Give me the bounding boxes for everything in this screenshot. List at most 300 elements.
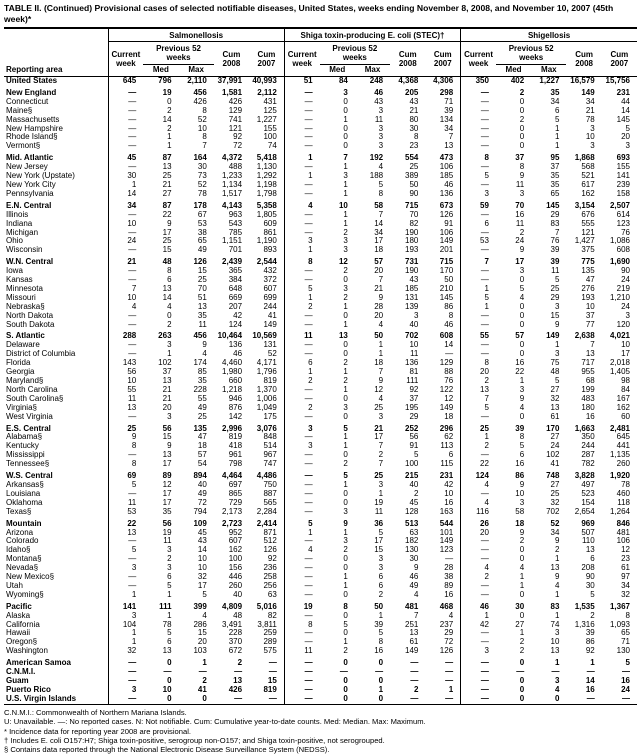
value-cell: 14 (197, 545, 207, 555)
value-cell: 34 (585, 96, 595, 106)
value-cell: 2 (284, 377, 319, 386)
value-cell: 747 (263, 459, 277, 469)
value-cell: 5 (167, 628, 172, 638)
value-cell: 10 (444, 488, 454, 498)
value-cell: 101 (439, 527, 454, 537)
table-row (4, 677, 637, 686)
value-cell: — (516, 667, 525, 677)
value-cell: 1,086 (609, 236, 630, 246)
table-row (4, 600, 637, 612)
value-cell: 11 (284, 329, 319, 341)
value-cell: 32 (197, 572, 207, 582)
value-cell: 3 (519, 497, 525, 507)
value-cell: 53 (197, 218, 207, 228)
value-cell: 1 (555, 658, 560, 668)
value-cell: 30 (585, 580, 595, 590)
value-cell: 1,198 (256, 179, 277, 189)
value-cell: — (108, 656, 143, 668)
value-cell: 50 (374, 601, 384, 611)
value-cell: 4 (167, 301, 172, 311)
reporting-area-cell: Minnesota (6, 283, 43, 293)
table-row (4, 621, 637, 630)
value-cell: 0 (167, 658, 172, 668)
value-cell: 156 (228, 563, 243, 573)
value-cell: 0 (519, 545, 525, 555)
value-cell: 3 (625, 141, 630, 151)
value-cell: 1 (343, 479, 348, 489)
value-cell: 182 (405, 536, 419, 546)
value-cell: 3 (461, 190, 496, 199)
value-cell: 0 (343, 411, 348, 421)
value-cell: 2 (461, 442, 496, 451)
table-row (4, 451, 637, 460)
value-cell: 14 (162, 114, 172, 124)
value-cell: 11 (198, 319, 207, 329)
value-cell: 4 (413, 589, 419, 599)
value-cell: — (461, 229, 496, 238)
value-cell: — (284, 116, 319, 125)
value-cell: 4 (108, 303, 143, 312)
value-cell: 3 (343, 245, 348, 255)
value-cell: 70 (197, 283, 207, 293)
reporting-area-cell: New Hampshire (6, 123, 63, 133)
value-cell: — (284, 564, 319, 573)
value-cell: 73 (197, 171, 207, 181)
value-cell: 946 (228, 393, 243, 403)
value-cell: 3 (284, 442, 319, 451)
table-row (4, 422, 637, 434)
value-cell: 21 (374, 283, 384, 293)
reporting-area-cell: American Samoa (6, 658, 71, 668)
value-cell: — (284, 211, 319, 220)
value-cell: 42 (444, 479, 454, 489)
value-cell: 91 (409, 441, 419, 451)
value-cell: 19 (374, 497, 384, 507)
value-cell: — (284, 125, 319, 134)
table-row (4, 220, 637, 229)
value-cell: 3 (378, 554, 384, 564)
value-cell: 86 (444, 301, 454, 311)
value-cell: — (445, 693, 454, 703)
value-cell: 1 (284, 172, 319, 181)
value-cell: 0 (343, 123, 348, 133)
reporting-area-cell: Virginia§ (6, 402, 37, 412)
reporting-area-cell: New York (Upstate) (6, 171, 75, 181)
value-cell: 365 (228, 266, 243, 276)
value-cell: 893 (263, 245, 277, 255)
value-cell: 5,418 (256, 153, 277, 163)
value-cell: 8 (202, 132, 207, 142)
value-cell: 5 (413, 450, 419, 460)
value-cell: 57 (374, 257, 384, 267)
value-cell: 89 (162, 471, 172, 481)
value-cell: 46 (444, 179, 454, 189)
value-cell: 5 (343, 471, 348, 481)
value-cell: 6 (519, 450, 525, 460)
value-cell: 432 (263, 266, 277, 276)
table-row (4, 285, 637, 294)
value-cell: 6 (378, 572, 384, 582)
value-cell: 4 (284, 199, 319, 211)
value-cell: 2 (519, 87, 525, 97)
value-cell: 5 (555, 376, 560, 385)
value-cell: 456 (193, 87, 207, 97)
value-cell: 13 (197, 301, 207, 311)
value-cell: 106 (616, 536, 630, 546)
value-cell: 1,980 (222, 367, 243, 377)
value-cell: 51 (197, 292, 207, 302)
value-cell: 25 (374, 402, 384, 412)
table-row (4, 125, 637, 134)
value-cell: 68 (585, 376, 595, 385)
value-cell: 10 (585, 132, 595, 142)
value-cell: 7 (413, 610, 419, 620)
value-cell: 14 (374, 218, 384, 228)
value-cell: 7 (448, 132, 454, 142)
value-cell: 2 (343, 358, 348, 368)
value-cell: 25 (197, 275, 207, 285)
value-cell: 244 (581, 441, 595, 451)
reporting-area-cell: Mississippi (6, 450, 45, 460)
value-cell: 35 (197, 376, 207, 385)
value-cell: 75 (550, 358, 560, 368)
value-cell: 669 (228, 292, 243, 302)
value-cell: 3 (555, 349, 560, 359)
value-cell: 83 (550, 601, 560, 611)
value-cell: 29 (550, 292, 560, 302)
value-cell: 3,491 (222, 619, 243, 629)
value-cell: 185 (439, 171, 454, 181)
value-cell: 8 (461, 359, 496, 368)
value-cell: 2,638 (574, 331, 595, 341)
value-cell: 17 (162, 227, 172, 237)
value-cell: 894 (193, 471, 207, 481)
value-cell: 741 (228, 114, 243, 124)
value-cell: 5 (519, 441, 525, 451)
value-cell: 702 (405, 331, 419, 341)
reporting-area-cell: California (6, 619, 40, 629)
value-cell: 1,190 (256, 236, 277, 246)
value-cell: 796 (158, 76, 172, 85)
value-cell: 10 (197, 554, 207, 564)
table-row (4, 255, 637, 267)
value-cell: 8 (378, 637, 384, 647)
value-cell: 13 (233, 676, 243, 685)
value-cell: 963 (228, 209, 243, 219)
value-cell: 92 (233, 132, 243, 142)
value-cell: 130 (616, 646, 630, 656)
value-cell: 84 (621, 384, 630, 394)
value-cell: 210 (439, 283, 454, 293)
table-row (4, 668, 637, 677)
value-cell: 139 (405, 301, 419, 311)
value-cell: 1 (555, 610, 560, 620)
reporting-area-cell: Vermont§ (6, 141, 41, 151)
value-cell: 126 (439, 646, 454, 656)
value-cell: — (461, 98, 496, 107)
value-cell: 2 (378, 450, 384, 460)
value-cell: 1 (448, 684, 454, 694)
value-cell: 2 (461, 377, 496, 386)
value-cell: — (284, 98, 319, 107)
table-row (4, 656, 637, 668)
footnote-line: U: Unavailable. —: No reported cases. N: Not notifiable. Cum: Cumulative year-to-date counts. Med: Median. Max: Maximum. (4, 717, 426, 727)
value-cell: — (622, 693, 630, 703)
value-cell: 55 (108, 386, 143, 395)
value-cell: 798 (228, 459, 243, 469)
value-cell: 1 (555, 554, 560, 564)
reporting-area-cell: Connecticut (6, 96, 49, 106)
value-cell: 5 (108, 546, 143, 555)
value-cell: 10 (338, 200, 348, 210)
value-cell: — (284, 638, 319, 647)
value-cell: 32 (108, 647, 143, 656)
value-cell: 61 (550, 411, 560, 421)
value-cell: 8 (461, 151, 496, 163)
value-cell: 2,110 (187, 76, 207, 85)
value-cell: 955 (581, 367, 595, 377)
value-cell: 1 (378, 684, 384, 694)
value-cell: 25 (409, 162, 419, 172)
value-cell: 699 (263, 292, 277, 302)
value-cell: 2 (343, 646, 348, 656)
value-cell: 10 (197, 563, 207, 573)
table-row (4, 612, 637, 621)
reporting-area-cell: Kansas (6, 275, 33, 285)
value-cell: 1 (555, 123, 560, 133)
value-cell: 8 (519, 432, 525, 442)
value-cell: 74 (267, 141, 277, 151)
value-cell: 22 (515, 367, 525, 377)
reporting-area-cell: Kentucky (6, 441, 39, 451)
value-cell: 49 (409, 580, 419, 590)
value-cell: 17 (374, 236, 384, 246)
value-cell: 42 (233, 310, 243, 320)
value-cell: 27 (550, 479, 560, 489)
reporting-area-cell: Colorado (6, 536, 39, 546)
value-cell: 5 (378, 628, 384, 638)
value-cell: 7 (378, 275, 384, 285)
value-cell: 61 (621, 563, 630, 573)
table-row (4, 582, 637, 591)
reporting-area-cell: South Dakota (6, 319, 55, 329)
value-cell: 1 (378, 349, 384, 359)
value-cell: 967 (263, 450, 277, 460)
value-cell: 7 (202, 141, 207, 151)
value-cell: 483 (581, 393, 595, 403)
value-cell: 39 (550, 245, 560, 255)
value-cell: 89 (444, 580, 454, 590)
group-header-stec: Shiga toxin-producing E. coli (STEC)† (284, 28, 460, 42)
value-cell: 11 (410, 349, 419, 359)
value-cell: 702 (546, 506, 560, 516)
value-cell: 90 (621, 266, 630, 276)
value-cell: 0 (519, 684, 525, 694)
value-cell: 460 (616, 488, 630, 498)
value-cell: 607 (228, 536, 243, 546)
value-cell: 507 (581, 527, 595, 537)
reporting-area-cell: Nebraska§ (6, 301, 45, 311)
value-cell: 9 (519, 479, 525, 489)
value-cell: 0 (519, 141, 525, 151)
value-cell: 162 (581, 188, 595, 198)
value-cell: 56 (162, 518, 172, 528)
value-cell: 56 (162, 423, 172, 433)
value-cell: 5 (461, 172, 496, 181)
value-cell: 3,154 (574, 200, 595, 210)
value-cell: 1,427 (574, 236, 595, 246)
value-cell: 2,481 (609, 423, 630, 433)
table-row (4, 276, 637, 285)
value-cell: — (461, 582, 496, 591)
value-cell: 145 (546, 200, 560, 210)
value-cell: 2,018 (609, 358, 630, 368)
value-cell: 20 (162, 402, 172, 412)
value-cell: 40,993 (252, 76, 277, 85)
value-cell: — (461, 591, 496, 600)
value-cell: 17 (374, 536, 384, 546)
value-cell: 1,405 (609, 367, 630, 377)
value-cell: 193 (405, 245, 419, 255)
value-cell: — (284, 629, 319, 638)
value-cell: — (284, 573, 319, 582)
value-cell: 13 (550, 402, 560, 412)
value-cell: 2 (519, 114, 525, 124)
reporting-area-cell: Georgia (6, 367, 35, 377)
value-cell: — (461, 629, 496, 638)
value-cell: 111 (406, 376, 419, 385)
table-row (4, 386, 637, 395)
value-cell: 0 (167, 676, 172, 685)
value-cell: — (375, 667, 384, 677)
value-cell: 861 (263, 227, 277, 237)
value-cell: 43 (409, 275, 419, 285)
value-cell: 231 (616, 87, 630, 97)
value-cell: 16 (444, 497, 454, 507)
value-cell: 693 (616, 153, 630, 163)
value-cell: — (284, 312, 319, 321)
table-row (4, 107, 637, 116)
table-row (4, 564, 637, 573)
value-cell: 51 (284, 77, 319, 86)
value-cell: 32 (550, 497, 560, 507)
col-max: Max (364, 65, 381, 74)
value-cell: — (284, 350, 319, 359)
value-cell: — (284, 612, 319, 621)
value-cell: 1 (108, 181, 143, 190)
value-cell: 195 (405, 402, 419, 412)
value-cell: 1 (519, 572, 525, 582)
value-cell: 0 (519, 589, 525, 599)
table-row (4, 490, 637, 499)
table-row (4, 199, 637, 211)
value-cell: 13 (444, 141, 454, 151)
value-cell: 729 (228, 497, 243, 507)
value-cell: 697 (228, 479, 243, 489)
value-cell: 750 (263, 479, 277, 489)
value-cell: 25 (461, 422, 496, 434)
reporting-area-cell: Arkansas§ (6, 479, 44, 489)
value-cell: 1 (555, 589, 560, 599)
value-cell: — (234, 667, 243, 677)
value-cell: 71 (621, 637, 630, 647)
value-cell: 514 (263, 441, 277, 451)
value-cell: — (284, 499, 319, 508)
value-cell: — (284, 395, 319, 404)
value-cell: 1,130 (256, 162, 277, 172)
value-cell: 46 (233, 349, 243, 359)
value-cell: 82 (267, 610, 277, 620)
value-cell: 2 (413, 684, 419, 694)
value-cell: 431 (263, 96, 277, 106)
value-cell: 30 (409, 123, 419, 133)
value-cell: 0 (519, 340, 525, 350)
value-cell: 1 (343, 319, 348, 329)
value-cell: 288 (108, 329, 143, 341)
value-cell: — (108, 86, 143, 98)
value-cell: 52 (197, 114, 207, 124)
value-cell: 87 (162, 200, 172, 210)
value-cell: 3 (378, 141, 384, 151)
value-cell: — (108, 668, 143, 677)
value-cell: 35 (197, 310, 207, 320)
value-cell: 614 (616, 209, 630, 219)
value-cell: 78 (162, 619, 172, 629)
table-row (4, 647, 637, 656)
value-cell: — (268, 693, 277, 703)
value-cell: 1,093 (609, 619, 630, 629)
value-cell: 47 (585, 275, 595, 285)
value-cell: — (410, 667, 419, 677)
value-cell: 25 (162, 236, 172, 246)
value-cell: 35 (550, 171, 560, 181)
value-cell: 9 (202, 340, 207, 350)
reporting-area-cell: Iowa (6, 266, 23, 276)
value-cell: 9 (519, 527, 525, 537)
value-cell: 609 (263, 218, 277, 228)
value-cell: 39 (444, 105, 454, 115)
value-cell: 8 (378, 188, 384, 198)
value-cell: 20 (374, 310, 384, 320)
value-cell: 4,464 (222, 471, 243, 481)
value-cell: 287 (581, 450, 595, 460)
reporting-area-cell: E.N. Central (6, 200, 52, 210)
value-cell: 104 (108, 621, 143, 630)
table-row (4, 629, 637, 638)
value-cell: — (284, 86, 319, 98)
value-cell: 115 (440, 459, 454, 469)
col-cum-2007: Cum 2007 (257, 50, 276, 68)
value-cell: 555 (581, 218, 595, 228)
value-cell: 1,370 (256, 384, 277, 394)
value-cell: 40 (233, 589, 243, 599)
value-cell: — (461, 246, 496, 255)
value-cell: 11 (284, 647, 319, 656)
value-cell: 52 (550, 518, 560, 528)
value-cell: 4,486 (256, 471, 277, 481)
value-cell: 1 (343, 637, 348, 647)
value-cell: 1 (519, 376, 525, 385)
value-cell: 38 (197, 227, 207, 237)
value-cell: 1,581 (222, 87, 243, 97)
value-cell: — (108, 312, 143, 321)
value-cell: — (284, 656, 319, 668)
value-cell: 607 (263, 283, 277, 293)
value-cell: 39 (374, 619, 384, 629)
footnote-line: C.N.M.I.: Commonwealth of Northern Mariana Islands. (4, 707, 187, 717)
value-cell: 8 (284, 621, 319, 630)
value-cell: 91 (444, 218, 454, 228)
